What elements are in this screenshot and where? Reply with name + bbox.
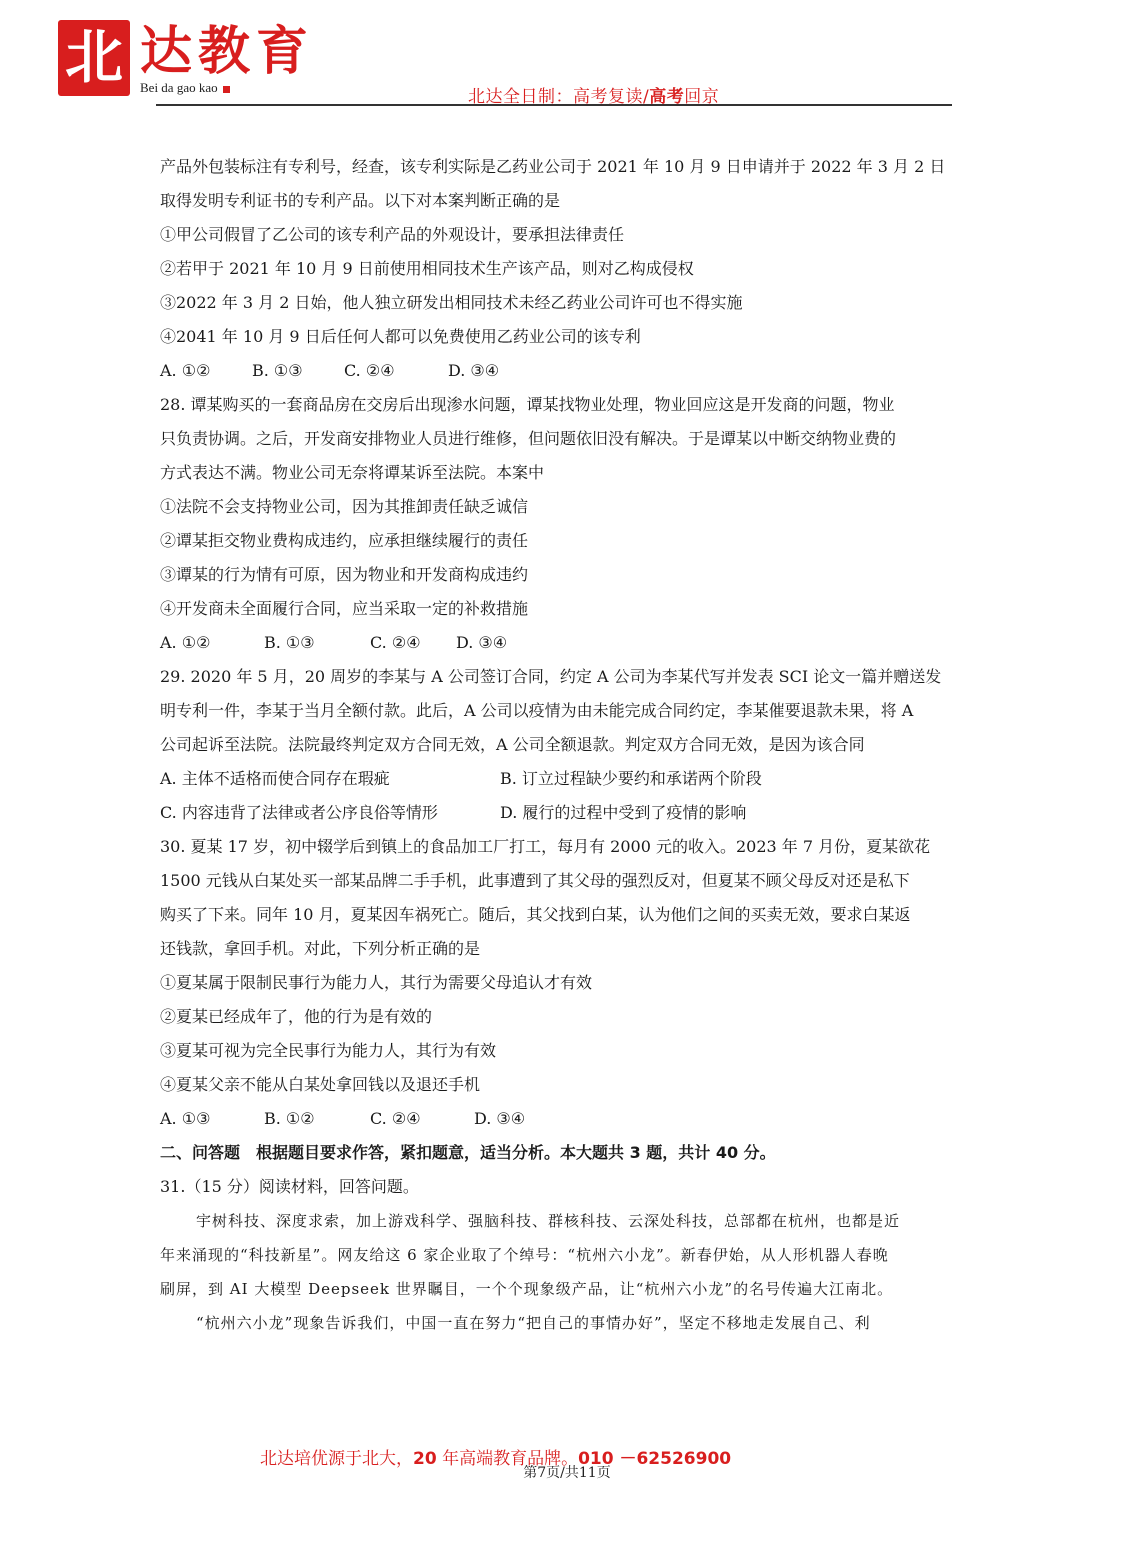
option-b: B. ①② xyxy=(264,1109,315,1128)
text-line: ③谭某的行为情有可原，因为物业和开发商构成违约 xyxy=(160,565,529,584)
text-line: 购买了下来。同年 10 月，夏某因车祸死亡。随后，其父找到白某，认为他们之间的买卖无效，要求白某返 xyxy=(160,905,911,924)
text-line: 只负责协调。之后，开发商安排物业人员进行维修，但问题依旧没有解决。于是谭某以中断交纳物业费的 xyxy=(160,429,897,448)
section-2-heading: 二、问答题 根据题目要求作答，紧扣题意，适当分析。本大题共 3 题，共计 40 分。 xyxy=(160,1143,776,1162)
option-c: C. 内容违背了法律或者公序良俗等情形 xyxy=(160,803,438,822)
question-31-stem: 31.（15 分）阅读材料，回答问题。 xyxy=(160,1177,419,1196)
text-line: 还钱款，拿回手机。对此，下列分析正确的是 xyxy=(160,939,481,958)
option-a: A. ①③ xyxy=(160,1109,211,1128)
promo-text: 北达培优源于北大， xyxy=(260,1449,413,1469)
text-line: ④2041 年 10 月 9 日后任何人都可以免费使用乙药业公司的该专利 xyxy=(160,327,641,346)
brand-name: 达教育 xyxy=(140,21,315,82)
text-line: 明专利一件，李某于当月全额付款。此后，A 公司以疫情为由未能完成合同约定，李某催要退款未果，将 A xyxy=(160,701,914,720)
option-c: C. ②④ xyxy=(344,361,395,380)
header-divider xyxy=(156,104,952,106)
text-line: ①甲公司假冒了乙公司的该专利产品的外观设计，要承担法律责任 xyxy=(160,225,625,244)
question-28-stem: 28. 谭某购买的一套商品房在交房后出现渗水问题，谭某找物业处理，物业回应这是开发商的问题，物业 xyxy=(160,395,895,414)
option-c: C. ②④ xyxy=(370,1109,421,1128)
text-line: ④开发商未全面履行合同，应当采取一定的补救措施 xyxy=(160,599,529,618)
tagline-bold: 高考 xyxy=(649,87,685,107)
text-line: 1500 元钱从白某处买一部某品牌二手手机，此事遭到了其父母的强烈反对，但夏某不顾父母反对还是私下 xyxy=(160,871,910,890)
text-line: ②若甲于 2021 年 10 月 9 日前使用相同技术生产该产品，则对乙构成侵权 xyxy=(160,259,694,278)
q28-options xyxy=(160,626,980,660)
material-paragraph: 宇树科技、深度求索，加上游戏科学、强脑科技、群核科技、云深处科技，总部都在杭州，也都是近 xyxy=(196,1212,901,1230)
tagline-prefix: 北达全日制：高考复读/ xyxy=(468,87,650,107)
question-29-stem: 29. 2020 年 5 月，20 周岁的李某与 A 公司签订合同，约定 A 公司为李某代写并发表 SCI 论文一篇并赠送发 xyxy=(160,667,942,686)
option-a: A. ①② xyxy=(160,361,211,380)
text-line: 公司起诉至法院。法院最终判定双方合同无效，A 公司全额退款。判定双方合同无效，是因为该合同 xyxy=(160,735,865,754)
option-a: A. 主体不适格而使合同存在瑕疵 xyxy=(160,769,390,788)
text-line: ②谭某拒交物业费构成违约，应承担继续履行的责任 xyxy=(160,531,529,550)
logo-char: 北 xyxy=(64,23,123,91)
text-line: ④夏某父亲不能从白某处拿回钱以及退还手机 xyxy=(160,1075,481,1094)
option-d: D. ③④ xyxy=(474,1109,526,1128)
promo-phone: 010 －62526900 xyxy=(578,1449,732,1469)
promo-years: 20 xyxy=(413,1449,437,1469)
brand-dot-icon xyxy=(223,86,230,93)
option-b: B. 订立过程缺少要约和承诺两个阶段 xyxy=(500,769,762,788)
material-paragraph: “杭州六小龙”现象告诉我们，中国一直在努力“把自己的事情办好”，坚定不移地走发展自己、利 xyxy=(196,1314,871,1332)
q27-options xyxy=(160,354,980,388)
question-30-stem: 30. 夏某 17 岁，初中辍学后到镇上的食品加工厂打工，每月有 2000 元的收入。2023 年 7 月份，夏某欲花 xyxy=(160,837,931,856)
option-c: C. ②④ xyxy=(370,633,421,652)
option-b: B. ①③ xyxy=(252,361,303,380)
option-d: D. ③④ xyxy=(448,361,500,380)
promo-text-2: 年高端教育品牌。 xyxy=(436,1449,579,1469)
option-d: D. 履行的过程中受到了疫情的影响 xyxy=(500,803,747,822)
text-line: ③夏某可视为完全民事行为能力人，其行为有效 xyxy=(160,1041,497,1060)
option-a: A. ①② xyxy=(160,633,211,652)
text-line: 取得发明专利证书的专利产品。以下对本案判断正确的是 xyxy=(160,191,561,210)
q29-options-row-2 xyxy=(160,796,980,830)
document-body xyxy=(160,150,980,1340)
text-line: ①夏某属于限制民事行为能力人，其行为需要父母追认才有效 xyxy=(160,973,593,992)
page-number: 第7页/共11页 xyxy=(523,1465,611,1481)
q30-options xyxy=(160,1102,980,1136)
material-line: 刷屏，到 AI 大模型 Deepseek 世界瞩目，一个个现象级产品，让“杭州六小龙”的名号传遍大江南北。 xyxy=(160,1280,894,1298)
tagline-suffix: 回京 xyxy=(684,87,720,107)
brand-subtitle xyxy=(140,80,230,96)
text-line: 产品外包装标注有专利号，经查，该专利实际是乙药业公司于 2021 年 10 月 9 日申请并于 2022 年 3 月 2 日 xyxy=(160,157,946,176)
text-line: ②夏某已经成年了，他的行为是有效的 xyxy=(160,1007,433,1026)
option-b: B. ①③ xyxy=(264,633,315,652)
q29-options-row-1 xyxy=(160,762,980,796)
text-line: ③2022 年 3 月 2 日始，他人独立研发出相同技术未经乙药业公司许可也不得实施 xyxy=(160,293,743,312)
material-line: 年来涌现的“科技新星”。网友给这 6 家企业取了个绰号：“杭州六小龙”。新春伊始，从人形机器人春晚 xyxy=(160,1246,889,1264)
option-d: D. ③④ xyxy=(456,633,508,652)
text-line: ①法院不会支持物业公司，因为其推卸责任缺乏诚信 xyxy=(160,497,529,516)
brand-subtitle-text: Bei da gao kao xyxy=(140,80,218,95)
logo-mark xyxy=(58,20,130,96)
text-line: 方式表达不满。物业公司无奈将谭某诉至法院。本案中 xyxy=(160,463,545,482)
